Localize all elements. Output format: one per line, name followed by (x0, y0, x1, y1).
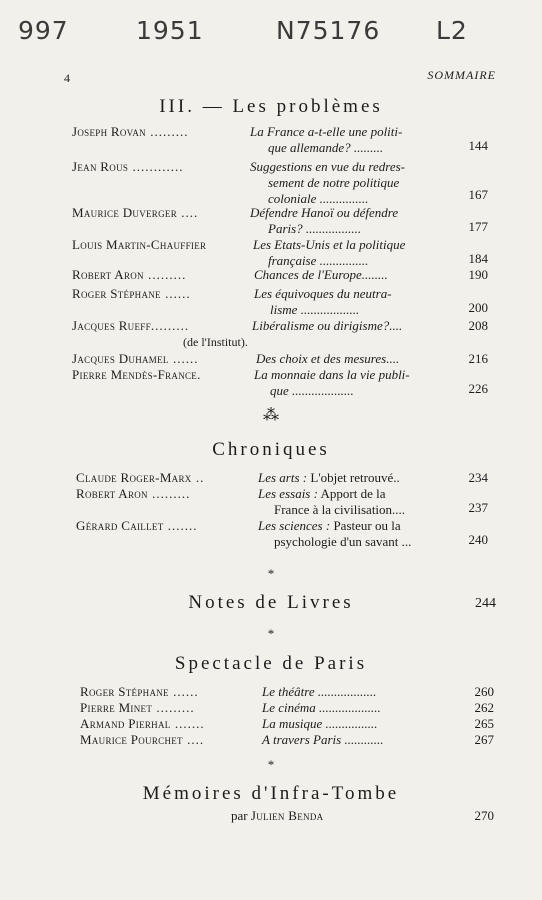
entry-author: Pierre Mendès-France. (72, 367, 202, 382)
entry-author: Pierre Minet ......... (80, 700, 195, 715)
page-number: 4 (64, 71, 70, 85)
entry-title-line: Défendre Hanoï ou défendre (250, 205, 399, 220)
entry-title-line: France à la civilisation.... (274, 502, 406, 517)
entry-page: 240 (468, 532, 488, 547)
entry-page: 262 (474, 700, 494, 715)
entry-author: Jean Rous ............ (72, 159, 184, 174)
entry-author: Jacques Rueff......... (72, 318, 190, 333)
entry-page: 190 (468, 267, 488, 282)
entry-title-line: La monnaie dans la vie publi- (254, 367, 410, 382)
entry-author: Gérard Caillet ....... (76, 518, 198, 533)
entry-title-line: Le cinéma ................... (262, 700, 381, 715)
entry-page: 184 (468, 251, 488, 266)
section-title-notes: Notes de Livres (188, 592, 354, 613)
entry-page: 216 (468, 351, 488, 366)
author-affiliation-note: (de l'Institut). (183, 335, 248, 349)
entry-title-line: que allemande? ......... (268, 140, 384, 155)
entry-title-line: Les essais : Apport de la (258, 486, 386, 501)
entry-title-line: Chances de l'Europe........ (254, 267, 388, 282)
entry-page: 267 (474, 732, 494, 747)
entry-title-line: Libéralisme ou dirigisme?.... (252, 318, 403, 333)
entry-page: 200 (468, 300, 488, 315)
asterisk-divider: * (267, 757, 275, 772)
section-title-chroniques: Chroniques (212, 439, 330, 460)
handwritten-number-b: 1951 (136, 16, 204, 45)
entry-author: Maurice Pourchet .... (80, 732, 205, 747)
section-title-spectacle: Spectacle de Paris (174, 653, 368, 674)
entry-page: 144 (468, 138, 488, 153)
entry-page: 244 (475, 596, 496, 611)
entry-page: 265 (474, 716, 494, 731)
entry-title-line: coloniale ............... (268, 191, 369, 206)
entry-author: Roger Stéphane ...... (80, 684, 199, 699)
handwritten-number-d: L2 (436, 16, 468, 45)
running-head: SOMMAIRE (427, 68, 496, 82)
handwritten-number-a: 997 (18, 16, 69, 45)
entry-author: Louis Martin-Chauffier (72, 237, 207, 252)
entry-page: 270 (474, 808, 494, 823)
entry-page: 237 (468, 500, 488, 515)
entry-title-line: La musique ................ (262, 716, 378, 731)
entry-author: Jacques Duhamel ...... (72, 351, 199, 366)
entry-author: Julien Benda (250, 808, 324, 823)
entry-page: 167 (468, 187, 488, 202)
entry-author: Armand Pierhal ....... (80, 716, 205, 731)
entry-title-line: A travers Paris ............ (262, 732, 384, 747)
entry-author: Maurice Duverger .... (72, 205, 199, 220)
byline: par Julien Benda (231, 808, 324, 823)
entry-page: 234 (468, 470, 488, 485)
handwritten-number-c: N75176 (276, 16, 381, 45)
entry-title-line: sement de notre politique (268, 175, 400, 190)
entry-title-line: Les équivoques du neutra- (254, 286, 392, 301)
entry-title-line: Des choix et des mesures.... (256, 351, 400, 366)
asterisk-divider: * (267, 626, 275, 641)
section-title-problemes: III. — Les problèmes (159, 96, 383, 117)
entry-title-line: Les arts : L'objet retrouvé.. (258, 470, 400, 485)
entry-page: 177 (468, 219, 488, 234)
entry-page: 226 (468, 381, 488, 396)
entry-title-line: Paris? ................. (268, 221, 362, 236)
entry-title-line: Suggestions en vue du redres- (250, 159, 406, 174)
entry-title-line: psychologie d'un savant ... (274, 534, 412, 549)
entry-author: Robert Aron ......... (72, 267, 187, 282)
entry-title-line: La France a-t-elle une politi- (250, 124, 403, 139)
asterisk-divider: * (267, 566, 275, 581)
asterism-divider: ⁂ (263, 407, 279, 424)
entry-page: 208 (468, 318, 488, 333)
entry-title-line: que ................... (270, 383, 354, 398)
entry-author: Roger Stéphane ...... (72, 286, 191, 301)
section-title-memoires: Mémoires d'Infra-Tombe (142, 783, 400, 804)
entry-title-line: Les sciences : Pasteur ou la (258, 518, 401, 533)
entry-page: 260 (474, 684, 494, 699)
entry-title-line: Les Etats-Unis et la politique (253, 237, 406, 252)
entry-title-line: Le théâtre .................. (262, 684, 377, 699)
entry-title-line: française ............... (268, 253, 369, 268)
entry-title-line: lisme .................. (270, 302, 360, 317)
entry-author: Claude Roger-Marx .. (76, 470, 205, 485)
entry-author: Joseph Rovan ......... (72, 124, 189, 139)
entry-author: Robert Aron ......... (76, 486, 191, 501)
